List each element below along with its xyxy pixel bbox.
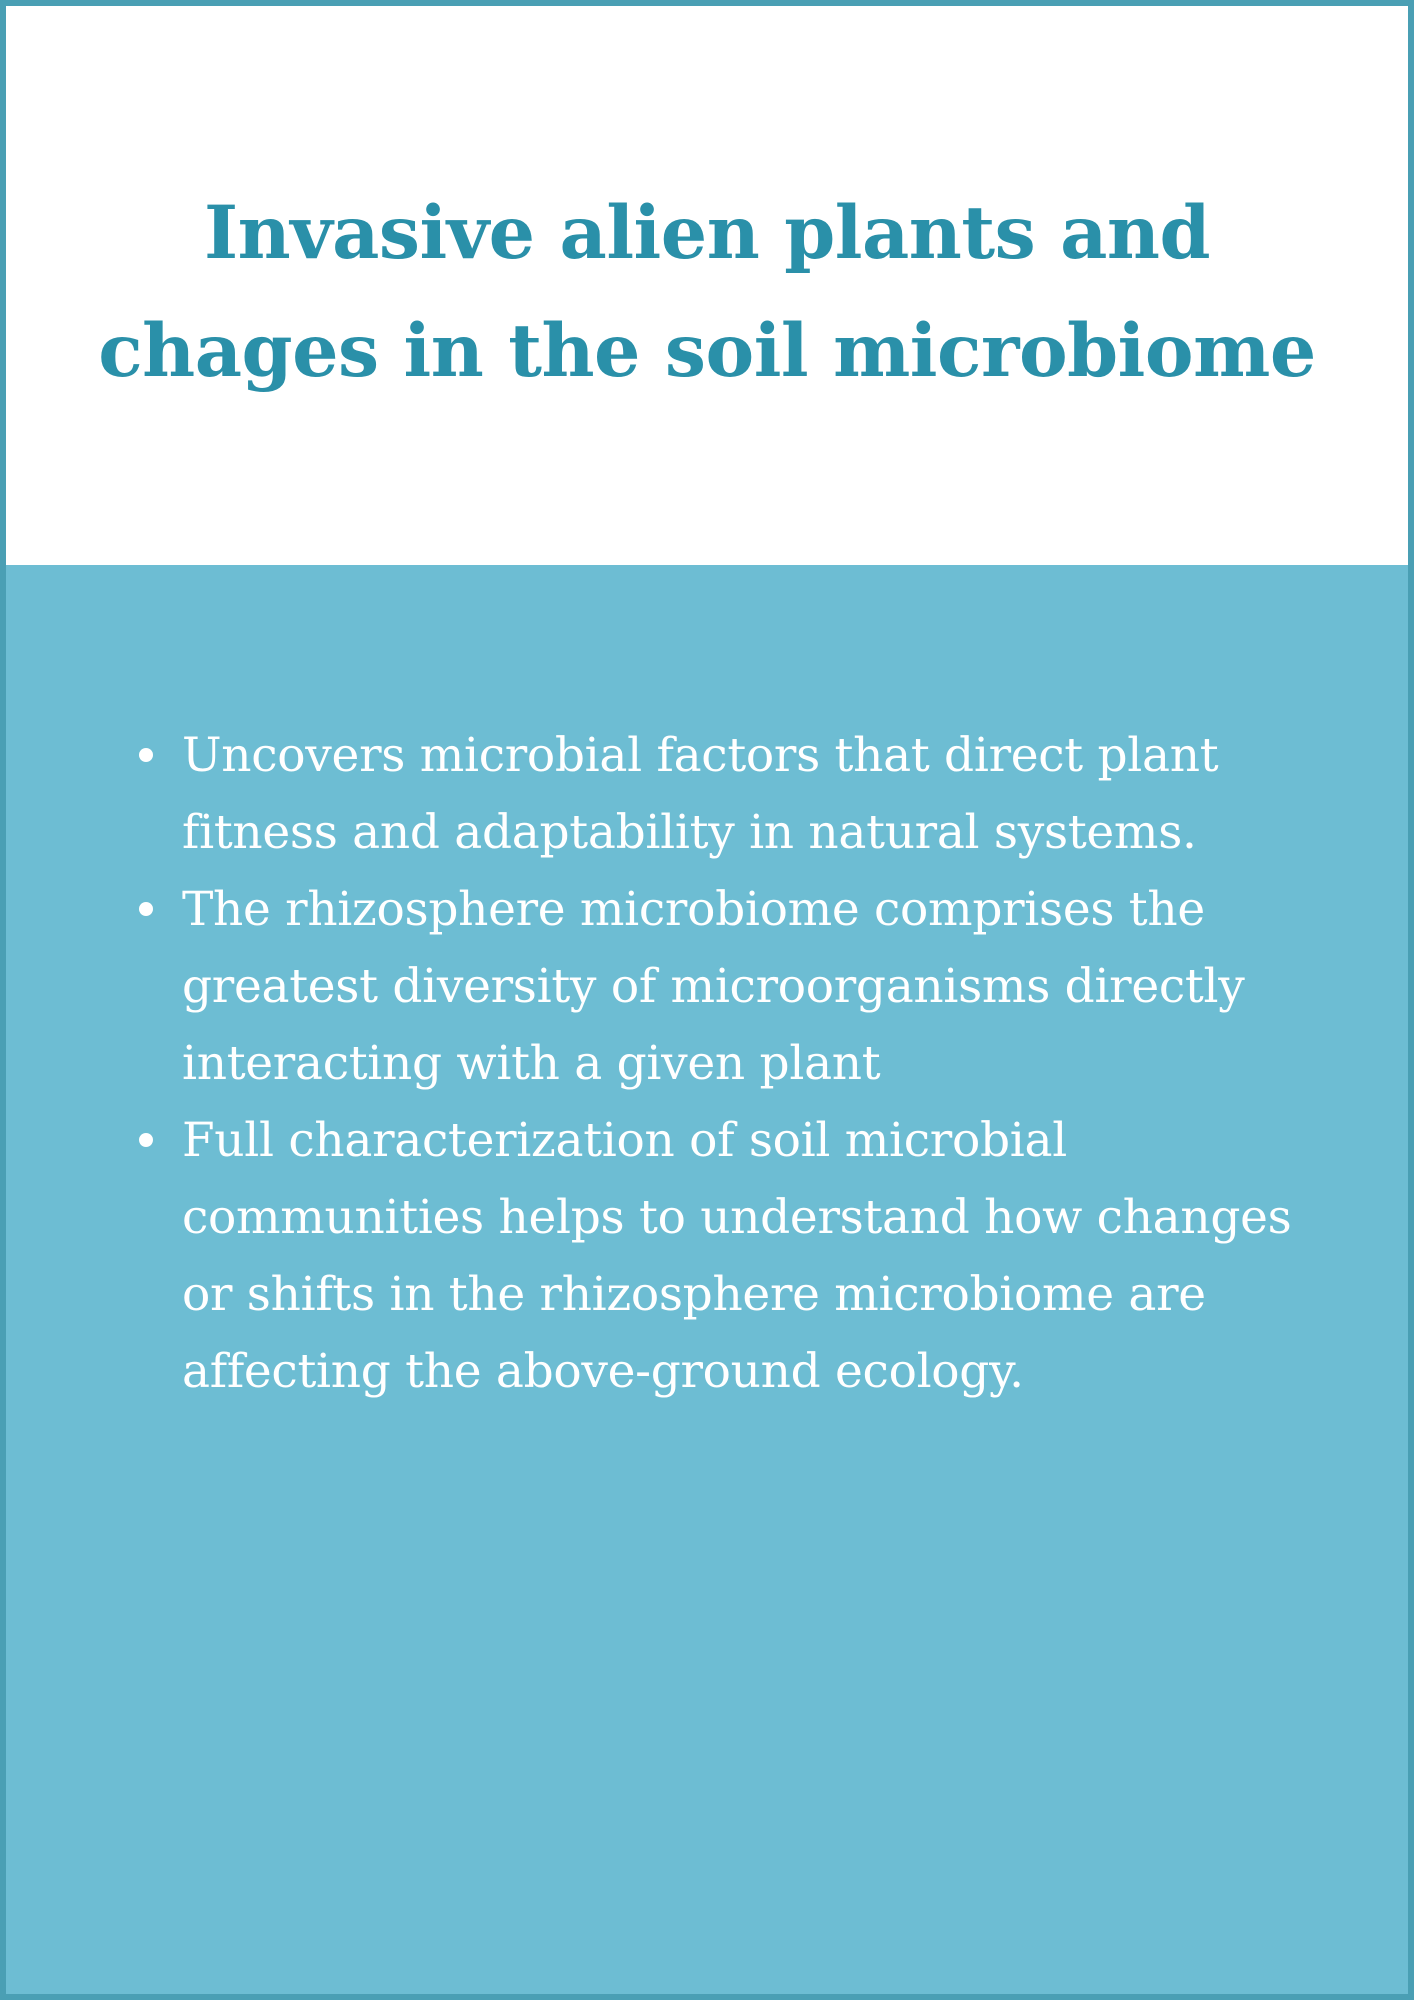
page-title-line-1: Invasive alien plants and bbox=[203, 190, 1211, 276]
title-panel bbox=[6, 6, 1408, 565]
bullet-3-line-2: communities helps to understand how changes bbox=[182, 1190, 1292, 1245]
bullet-2-line-3: interacting with a given plant bbox=[182, 1036, 881, 1091]
bullet-icon bbox=[139, 748, 153, 762]
bullet-item-2 bbox=[124, 871, 1354, 1102]
bullet-3-line-3: or shifts in the rhizosphere microbiome are bbox=[182, 1267, 1206, 1322]
bullet-item-3 bbox=[124, 1102, 1354, 1410]
bullet-icon bbox=[139, 1133, 153, 1147]
page-title-line-2: chages in the soil microbiome bbox=[98, 308, 1316, 394]
bullet-3-line-1: Full characterization of soil microbial bbox=[182, 1113, 1067, 1168]
bullet-1-line-1: Uncovers microbial factors that direct plant bbox=[182, 728, 1219, 783]
page-title bbox=[6, 174, 1408, 410]
bullet-item-1 bbox=[124, 717, 1354, 871]
bullet-icon bbox=[139, 902, 153, 916]
bullet-list bbox=[124, 717, 1354, 1410]
bullet-2-line-1: The rhizosphere microbiome comprises the bbox=[182, 882, 1205, 937]
bullet-2-line-2: greatest diversity of microorganisms directly bbox=[182, 959, 1245, 1014]
bullet-1-line-2: fitness and adaptability in natural systems. bbox=[182, 805, 1197, 860]
bullet-3-line-4: affecting the above-ground ecology. bbox=[182, 1344, 1024, 1399]
